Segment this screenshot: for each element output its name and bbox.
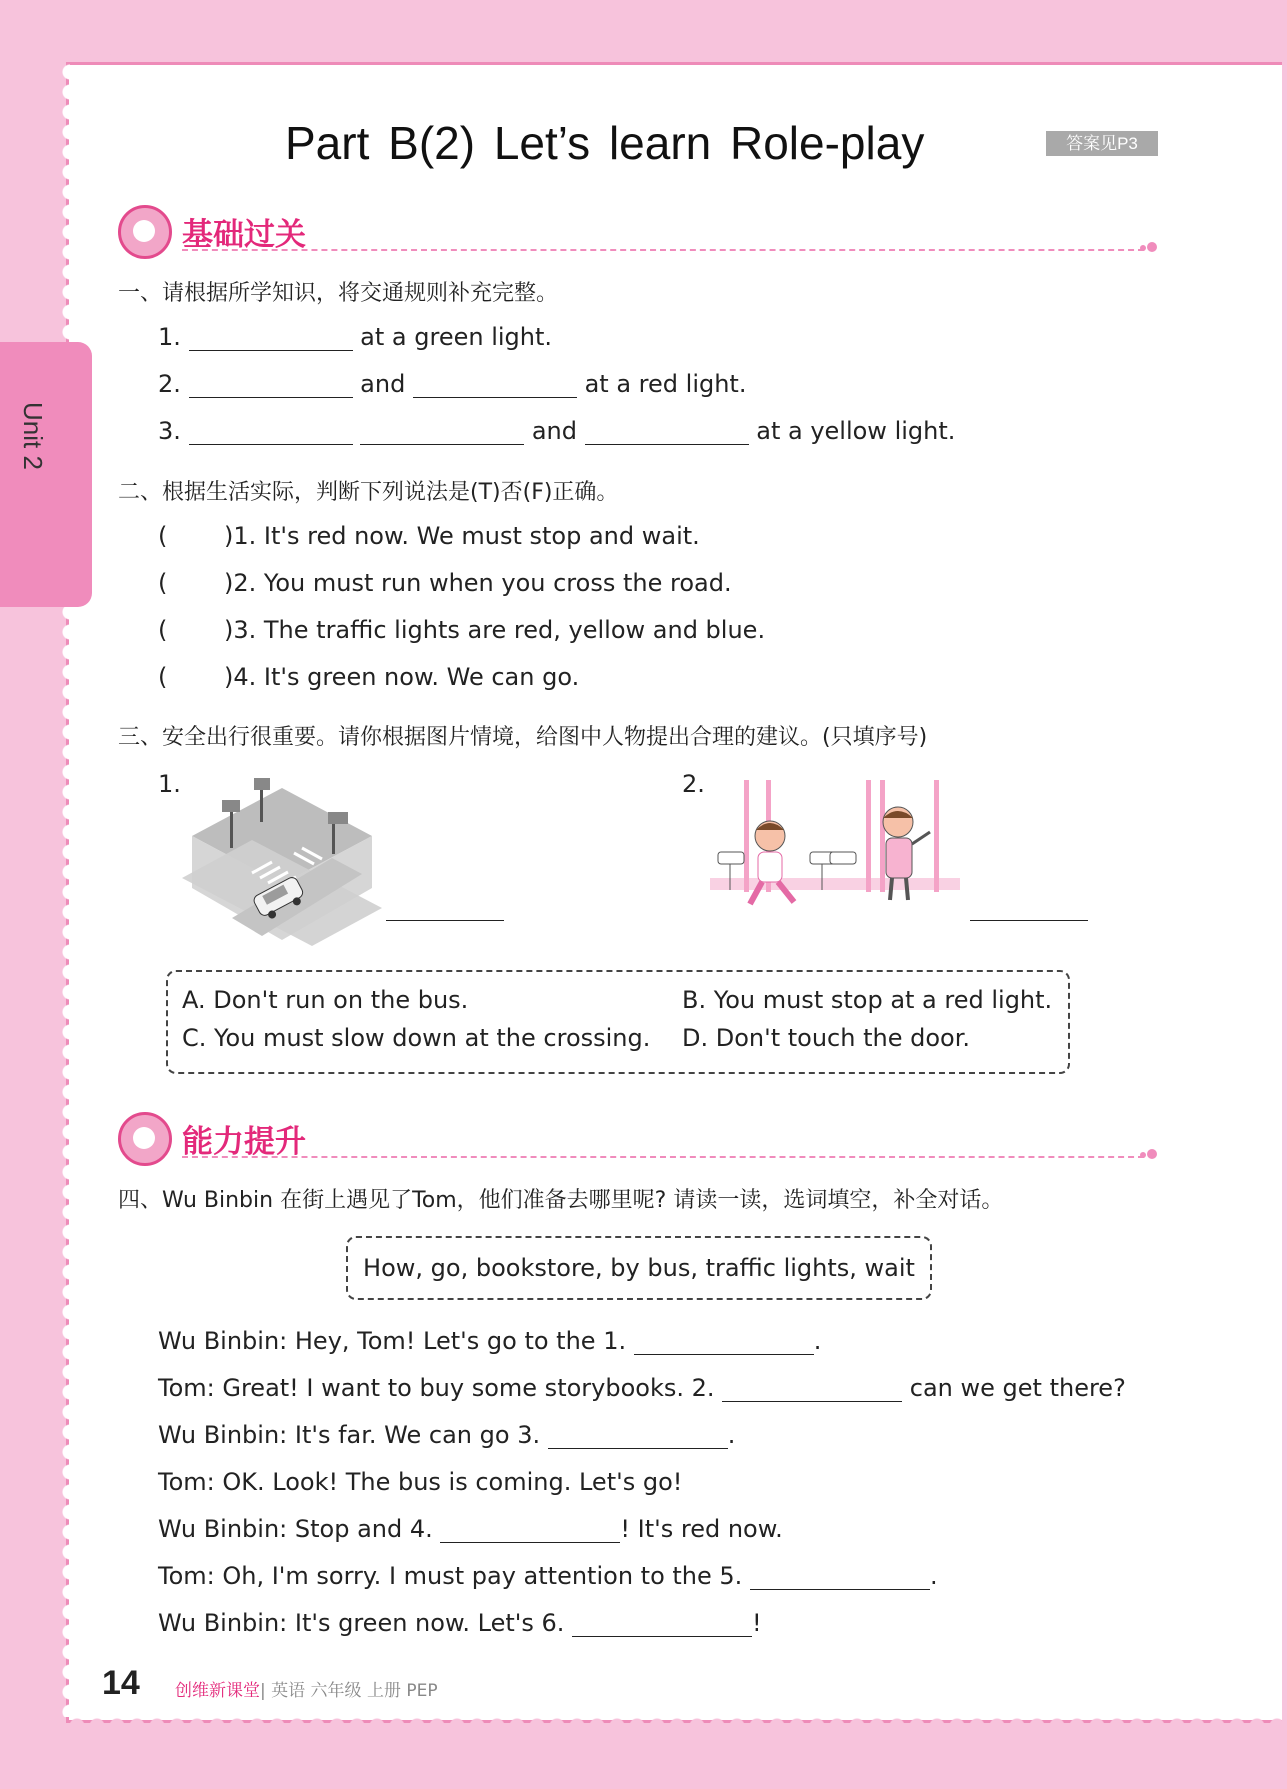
girl-avatar-icon (118, 205, 172, 259)
answer-blank[interactable] (572, 1610, 752, 1637)
item-text: )1. It's red now. We must stop and wait. (224, 522, 700, 550)
item-text: at a yellow light. (748, 417, 956, 445)
dialogue-line-6 (158, 1562, 938, 1590)
item-text: at a green light. (352, 323, 553, 351)
question-3-heading: 三、安全出行很重要。请你根据图片情境，给图中人物提出合理的建议。(只填序号) (118, 725, 928, 750)
section-header-advanced (118, 1110, 1158, 1162)
question-1-heading: 一、请根据所学知识，将交通规则补充完整。 (118, 281, 559, 306)
dialogue-line-3 (158, 1421, 735, 1449)
item-number: 2. (158, 370, 181, 398)
item-text: )2. You must run when you cross the road. (224, 569, 732, 597)
bottom-wave-border (66, 1712, 1287, 1726)
answer-blank[interactable] (750, 1563, 930, 1590)
question-4-heading: 四、Wu Binbin 在街上遇见了Tom，他们准备去哪里呢? 请读一读，选词填空，补全对话。 (118, 1188, 1004, 1213)
dialogue-text: ! (752, 1609, 762, 1637)
question-2-heading: 二、根据生活实际，判断下列说法是(T)否(F)正确。 (118, 480, 619, 505)
dialogue-line-2 (158, 1374, 1126, 1402)
answer-blank[interactable] (548, 1422, 728, 1449)
q2-item-4 (158, 663, 579, 691)
dialogue-text: . (813, 1327, 822, 1355)
answer-blank[interactable] (189, 324, 353, 351)
bus-interior-illustration (710, 780, 960, 930)
dialogue-text: . (929, 1562, 938, 1590)
item-text: and (524, 417, 585, 445)
unit-tab-label: Unit 2 (18, 402, 48, 470)
section-label: 能力提升 (182, 1124, 306, 1160)
unit-tab (0, 342, 92, 607)
dialogue-text: Tom: Oh, I'm sorry. I must pay attention to the 5. (158, 1562, 750, 1590)
footer-details: | 英语 六年级 上册 PEP (260, 1681, 438, 1701)
answer-paren[interactable]: ( (158, 663, 168, 691)
answer-blank[interactable] (634, 1328, 814, 1355)
answer-blank[interactable] (189, 371, 353, 398)
dialogue-text: Tom: Great! I want to buy some storybooks. 2. (158, 1374, 723, 1402)
section-divider (182, 249, 1144, 251)
page-title: Part B(2) Let’s learn Role-play (285, 117, 925, 169)
answer-blank[interactable] (585, 418, 749, 445)
dialogue-text: Wu Binbin: It's far. We can go 3. (158, 1421, 548, 1449)
q2-item-2 (158, 569, 732, 597)
item-text: )4. It's green now. We can go. (224, 663, 580, 691)
decor-dots-icon (1140, 241, 1158, 255)
q2-item-1 (158, 522, 700, 550)
decor-dots-icon (1140, 1148, 1158, 1162)
option-d: D. Don't touch the door. (682, 1024, 970, 1052)
section-divider (182, 1156, 1144, 1158)
answer-blank[interactable] (189, 418, 353, 445)
option-b: B. You must stop at a red light. (682, 986, 1053, 1014)
dialogue-text: can we get there? (902, 1374, 1126, 1402)
item-text: )3. The traffic lights are red, yellow and blue. (224, 616, 766, 644)
answer-paren[interactable]: ( (158, 569, 168, 597)
item-text: and (352, 370, 413, 398)
footer-info (175, 1676, 438, 1701)
answer-paren[interactable]: ( (158, 522, 168, 550)
dialogue-text: Wu Binbin: Hey, Tom! Let's go to the 1. (158, 1327, 634, 1355)
dialogue-text: . (727, 1421, 736, 1449)
dialogue-text: Wu Binbin: It's green now. Let's 6. (158, 1609, 573, 1637)
dialogue-line-7 (158, 1609, 762, 1637)
page-number: 14 (102, 1664, 140, 1702)
dialogue-text: Wu Binbin: Stop and 4. (158, 1515, 441, 1543)
item-text: at a red light. (576, 370, 747, 398)
footer-brand: 创维新课堂 (175, 1681, 260, 1701)
q1-item-3 (158, 417, 955, 445)
answer-reference-tag: 答案见P3 (1046, 131, 1158, 156)
item-number: 1. (158, 323, 181, 351)
item-number: 3. (158, 417, 181, 445)
answer-blank[interactable] (722, 1375, 902, 1402)
answer-line-1[interactable] (386, 920, 504, 921)
dialogue-line-5 (158, 1515, 783, 1543)
dialogue-text: Tom: OK. Look! The bus is coming. Let's go! (158, 1468, 683, 1496)
word-bank: How, go, bookstore, by bus, traffic lights, wait (346, 1236, 932, 1300)
left-wave-border (50, 62, 70, 1717)
dialogue-text: ! It's red now. (620, 1515, 783, 1543)
crossroad-illustration (182, 778, 382, 948)
option-c: C. You must slow down at the crossing. (182, 1024, 651, 1052)
q2-item-3 (158, 616, 765, 644)
answer-paren[interactable]: ( (158, 616, 168, 644)
section-label: 基础过关 (182, 217, 306, 253)
dialogue-line-4 (158, 1468, 682, 1496)
q1-item-1 (158, 323, 552, 351)
answer-blank[interactable] (413, 371, 577, 398)
section-header-basic (118, 203, 1158, 255)
option-a: A. Don't run on the bus. (182, 986, 469, 1014)
dialogue-line-1 (158, 1327, 821, 1355)
answer-blank[interactable] (440, 1516, 620, 1543)
q1-item-2 (158, 370, 746, 398)
boy-avatar-icon (118, 1112, 172, 1166)
picture-2-number: 2. (682, 770, 705, 798)
answer-blank[interactable] (360, 418, 524, 445)
picture-1-number: 1. (158, 770, 181, 798)
answer-line-2[interactable] (970, 920, 1088, 921)
